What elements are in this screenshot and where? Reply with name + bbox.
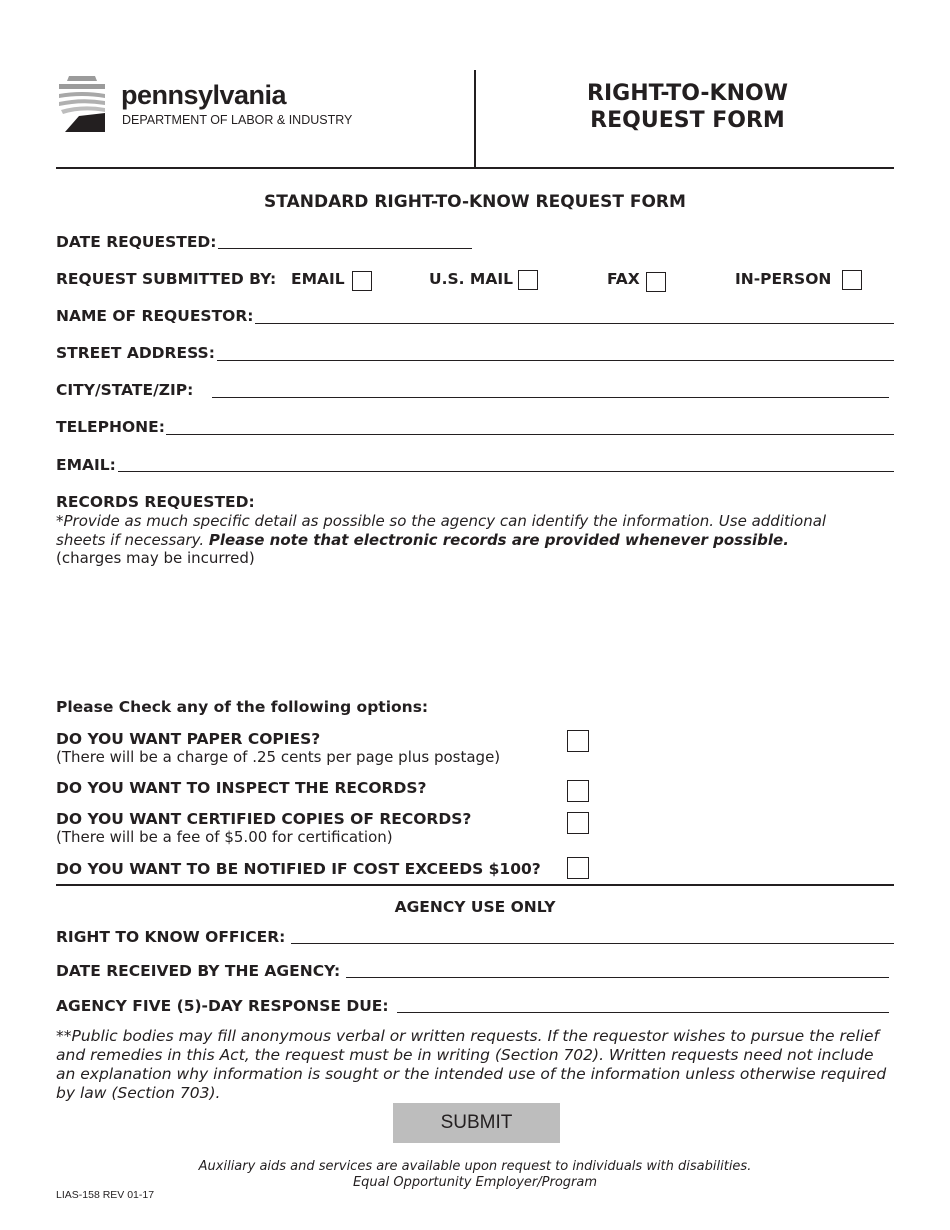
name-field[interactable] xyxy=(255,323,894,324)
response-due-label: AGENCY FIVE (5)-DAY RESPONSE DUE: xyxy=(56,997,389,1015)
disclaimer-line-4: by law (Section 703). xyxy=(56,1084,221,1102)
date-received-field[interactable] xyxy=(346,977,889,978)
agency-heading: AGENCY USE ONLY xyxy=(394,898,556,916)
city-label: CITY/STATE/ZIP: xyxy=(56,381,194,399)
officer-field[interactable] xyxy=(291,943,894,944)
inspect-label: DO YOU WANT TO INSPECT THE RECORDS? xyxy=(56,779,427,797)
disclaimer xyxy=(56,1027,916,1103)
logo-name: pennsylvania xyxy=(121,80,287,110)
email-checkbox[interactable] xyxy=(352,271,372,291)
records-label: RECORDS REQUESTED: xyxy=(56,493,255,511)
notify-label: DO YOU WANT TO BE NOTIFIED IF COST EXCEEDS $100? xyxy=(56,860,541,878)
form-code: LIAS-158 REV 01-17 xyxy=(56,1189,155,1201)
notify-cost-checkbox[interactable] xyxy=(567,857,589,879)
disclaimer-line-1: **Public bodies may fill anonymous verbal or written requests. If the requestor wishes to pursue the relief xyxy=(56,1027,880,1045)
officer-label: RIGHT TO KNOW OFFICER: xyxy=(56,928,286,946)
records-instruction-line-1: *Provide as much specific detail as possible so the agency can identify the information. Use additional xyxy=(56,512,827,530)
page-title-line-2: REQUEST FORM xyxy=(590,108,785,133)
paper-copies-note: (There will be a charge of .25 cents per page plus postage) xyxy=(56,748,501,766)
records-instruction-line-2 xyxy=(56,531,906,550)
submit-button[interactable]: SUBMIT xyxy=(393,1103,560,1143)
response-due-field[interactable] xyxy=(397,1012,889,1013)
records-instructions xyxy=(56,512,906,568)
fax-checkbox[interactable] xyxy=(646,272,666,292)
paper-copies-label: DO YOU WANT PAPER COPIES? xyxy=(56,730,321,748)
records-instruction-italic: sheets if necessary. xyxy=(56,530,205,549)
records-textarea[interactable] xyxy=(56,575,894,685)
submitted-by-label: REQUEST SUBMITTED BY: xyxy=(56,270,277,288)
us-mail-checkbox[interactable] xyxy=(518,270,538,290)
header-divider xyxy=(474,70,476,168)
method-fax-label: FAX xyxy=(607,270,640,288)
certified-note: (There will be a fee of $5.00 for certification) xyxy=(56,828,393,846)
agency-divider xyxy=(56,884,894,886)
email-label: EMAIL: xyxy=(56,456,116,474)
footer-aux-line-1: Auxiliary aids and services are available upon request to individuals with disabilities. xyxy=(198,1159,752,1174)
date-requested-label: DATE REQUESTED: xyxy=(56,233,217,251)
certified-label: DO YOU WANT CERTIFIED COPIES OF RECORDS? xyxy=(56,810,472,828)
logo-department: DEPARTMENT OF LABOR & INDUSTRY xyxy=(122,113,353,127)
street-field[interactable] xyxy=(217,360,894,361)
email-field[interactable] xyxy=(118,471,894,472)
telephone-label: TELEPHONE: xyxy=(56,418,165,436)
name-label: NAME OF REQUESTOR: xyxy=(56,307,254,325)
disclaimer-line-3: an explanation why information is sought or the intended use of the information unless otherwise required xyxy=(56,1065,887,1083)
in-person-checkbox[interactable] xyxy=(842,270,862,290)
method-in-person-label: IN-PERSON xyxy=(735,270,832,288)
date-requested-field[interactable] xyxy=(218,248,472,249)
records-charges-note: (charges may be incurred) xyxy=(56,549,255,567)
records-instruction-bold: Please note that electronic records are provided whenever possible. xyxy=(208,530,789,549)
form-heading: STANDARD RIGHT-TO-KNOW REQUEST FORM xyxy=(264,192,686,212)
pa-logo xyxy=(57,76,357,136)
page-title-line-1: RIGHT-TO-KNOW xyxy=(587,81,788,106)
page-title xyxy=(480,80,895,134)
method-mail-label: U.S. MAIL xyxy=(429,270,513,288)
certified-copies-checkbox[interactable] xyxy=(567,812,589,834)
city-state-zip-field[interactable] xyxy=(212,397,889,398)
method-email-label: EMAIL xyxy=(291,270,345,288)
telephone-field[interactable] xyxy=(166,434,894,435)
street-label: STREET ADDRESS: xyxy=(56,344,215,362)
inspect-records-checkbox[interactable] xyxy=(567,780,589,802)
header-rule xyxy=(56,167,894,169)
date-received-label: DATE RECEIVED BY THE AGENCY: xyxy=(56,962,341,980)
options-heading: Please Check any of the following options: xyxy=(56,698,429,716)
footer-notice xyxy=(0,1159,950,1190)
keystone-logo-icon xyxy=(57,76,107,134)
paper-copies-checkbox[interactable] xyxy=(567,730,589,752)
disclaimer-line-2: and remedies in this Act, the request must be in writing (Section 702). Written requests need not include xyxy=(56,1046,874,1064)
footer-aux-line-2: Equal Opportunity Employer/Program xyxy=(352,1174,598,1190)
